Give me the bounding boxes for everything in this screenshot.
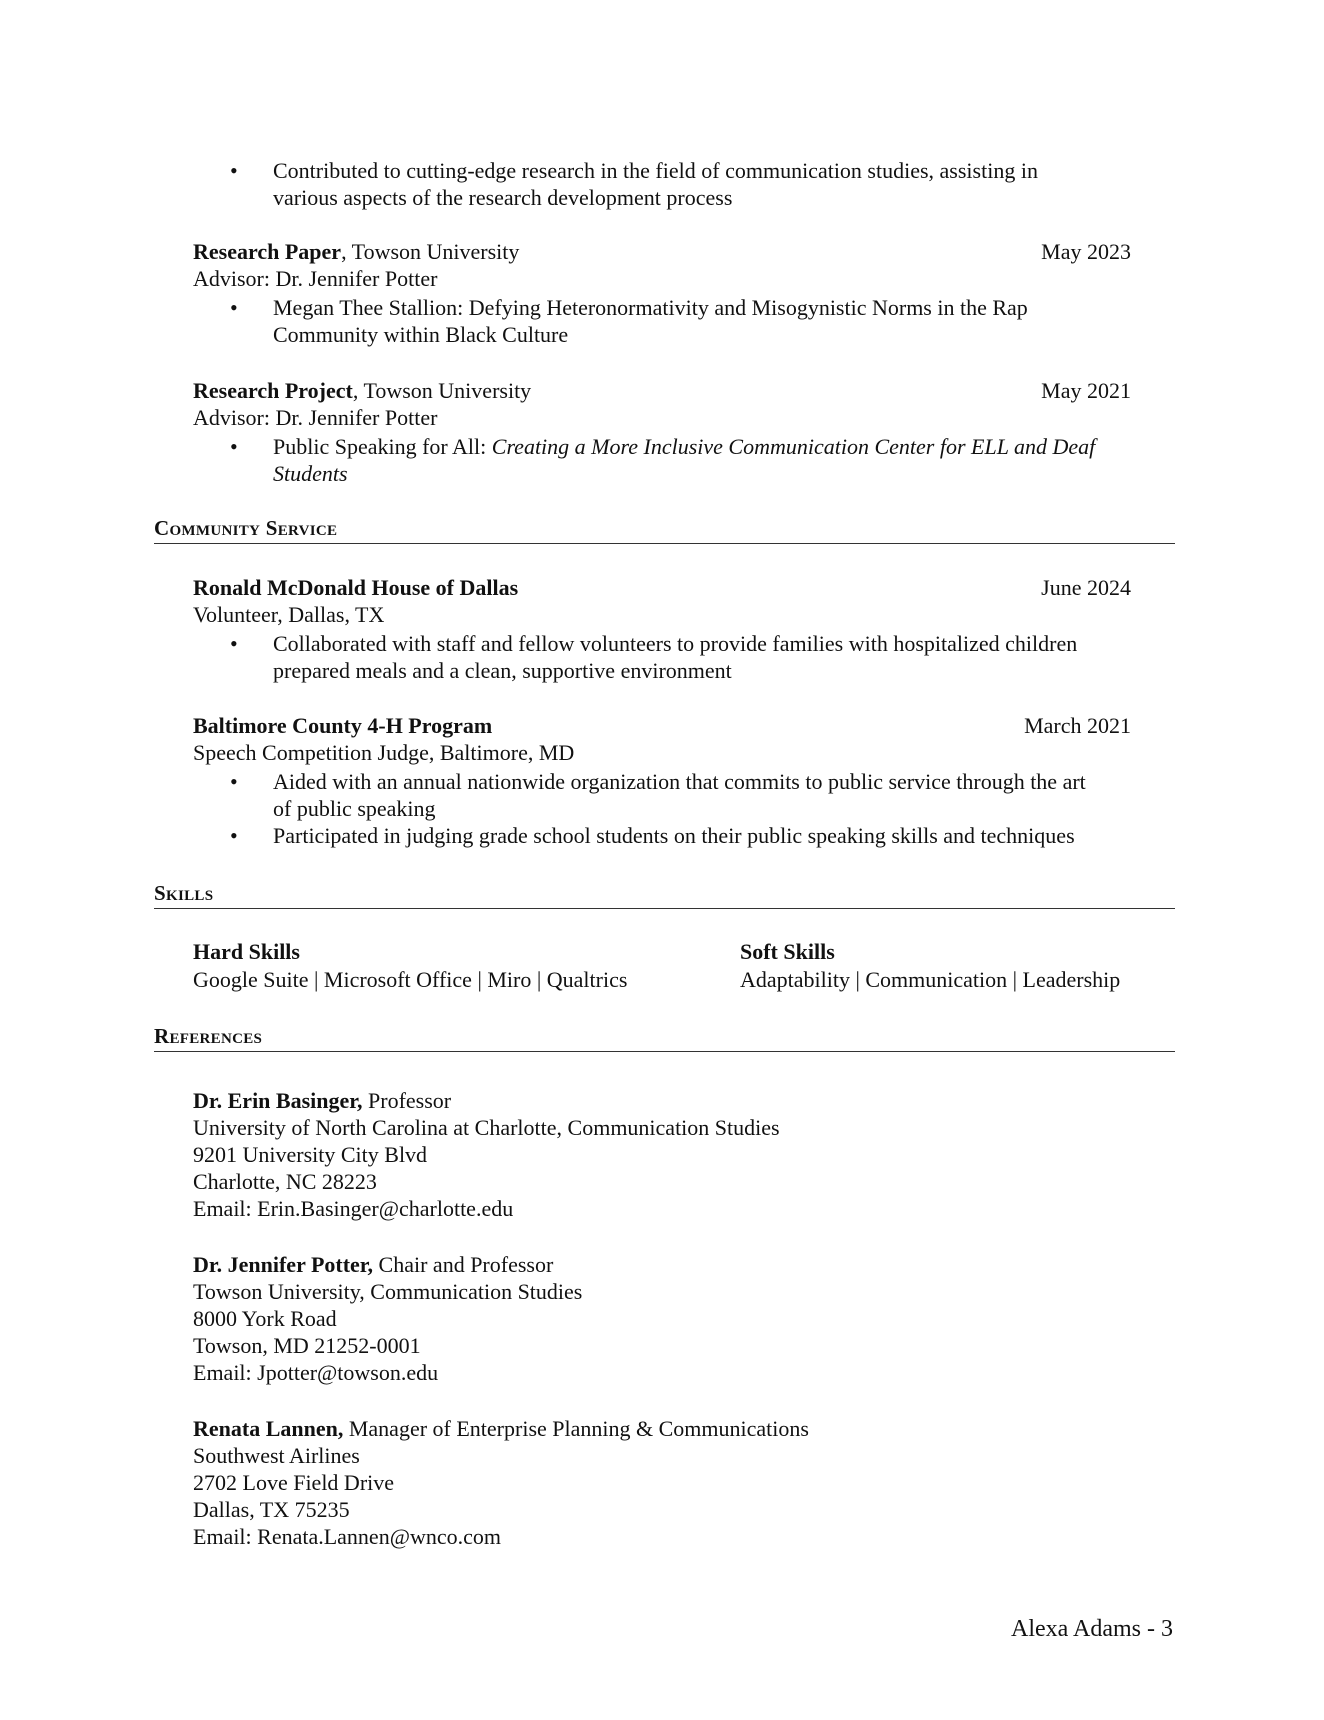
service-role: Volunteer, Dallas, TX xyxy=(193,602,385,627)
reference-email: Email: Erin.Basinger@charlotte.edu xyxy=(193,1196,514,1221)
bullet-text-line: Students xyxy=(273,461,348,486)
research-bullet-list xyxy=(230,294,1185,348)
bullet-text-line: Collaborated with staff and fellow volunteers to provide families with hospitalized children xyxy=(273,631,1078,656)
bullet-text-line: Contributed to cutting-edge research in the field of communication studies, assisting in xyxy=(273,158,1038,183)
research-bullet-list xyxy=(230,433,1185,487)
reference-entry xyxy=(193,1087,780,1222)
bullet-text-line: Megan Thee Stallion: Defying Heteronormativity and Misogynistic Norms in the Rap xyxy=(273,295,1028,320)
reference-email: Email: Jpotter@towson.edu xyxy=(193,1360,439,1385)
reference-line: 8000 York Road xyxy=(193,1306,337,1331)
bullet-text-line: Community within Black Culture xyxy=(273,322,569,347)
hard-skills-title: Hard Skills xyxy=(193,939,300,964)
service-role: Speech Competition Judge, Baltimore, MD xyxy=(193,740,575,765)
research-org: , Towson University xyxy=(341,239,520,264)
reference-name: Renata Lannen, xyxy=(193,1416,344,1441)
bullet-text-line: various aspects of the research development process xyxy=(273,185,733,210)
reference-name: Dr. Erin Basinger, xyxy=(193,1088,363,1113)
reference-line: 9201 University City Blvd xyxy=(193,1142,428,1167)
section-heading-community-service: Community Service xyxy=(154,516,1175,544)
bullet-text-line xyxy=(273,433,1185,460)
bullet-icon: • xyxy=(230,631,238,656)
service-date: June 2024 xyxy=(1041,575,1131,600)
reference-name: Dr. Jennifer Potter, xyxy=(193,1252,374,1277)
service-org: Baltimore County 4-H Program xyxy=(193,713,493,738)
bullet-text-line: Participated in judging grade school students on their public speaking skills and techniques xyxy=(273,823,1075,848)
bullet-text-line: prepared meals and a clean, supportive environment xyxy=(273,658,732,683)
research-advisor: Advisor: Dr. Jennifer Potter xyxy=(193,405,438,430)
research-advisor: Advisor: Dr. Jennifer Potter xyxy=(193,266,438,291)
research-paper-header xyxy=(193,238,519,265)
bullet-italic: Creating a More Inclusive Communication Center for ELL and Deaf xyxy=(491,434,1096,459)
research-org: , Towson University xyxy=(352,378,532,403)
reference-line: Towson University, Communication Studies xyxy=(193,1279,583,1304)
bullet-icon: • xyxy=(230,295,238,320)
bullet-icon: • xyxy=(230,823,238,848)
research-project-header xyxy=(193,377,531,404)
service-date: March 2021 xyxy=(1024,713,1131,738)
research-date: May 2021 xyxy=(1041,378,1131,403)
list-item xyxy=(230,433,1185,487)
list-item xyxy=(230,822,1185,849)
list-item xyxy=(230,630,1185,684)
soft-skills-list: Adaptability | Communication | Leadership xyxy=(740,967,1121,992)
research-date: May 2023 xyxy=(1041,239,1131,264)
reference-entry xyxy=(193,1251,582,1386)
bullet-icon: • xyxy=(230,434,238,459)
soft-skills-title: Soft Skills xyxy=(740,939,835,964)
reference-line: Southwest Airlines xyxy=(193,1443,360,1468)
reference-line: University of North Carolina at Charlotte, Communication Studies xyxy=(193,1115,780,1140)
hard-skills-list: Google Suite | Microsoft Office | Miro | Qualtrics xyxy=(193,967,628,992)
service-bullet-list xyxy=(230,768,1185,849)
list-item xyxy=(230,157,1185,211)
section-heading-skills: Skills xyxy=(154,881,1175,909)
reference-line: 2702 Love Field Drive xyxy=(193,1470,395,1495)
bullet-icon: • xyxy=(230,769,238,794)
reference-line: Charlotte, NC 28223 xyxy=(193,1169,377,1194)
research-title: Research Paper xyxy=(193,239,342,264)
section-heading-references: References xyxy=(154,1024,1175,1052)
reference-title: Chair and Professor xyxy=(373,1252,554,1277)
bullet-text-line: of public speaking xyxy=(273,796,436,821)
reference-line: Towson, MD 21252-0001 xyxy=(193,1333,421,1358)
service-bullet-list xyxy=(230,630,1185,684)
reference-email: Email: Renata.Lannen@wnco.com xyxy=(193,1524,501,1549)
reference-title: Manager of Enterprise Planning & Communications xyxy=(343,1416,809,1441)
research-title: Research Project xyxy=(193,378,353,403)
reference-line: Dallas, TX 75235 xyxy=(193,1497,350,1522)
reference-title: Professor xyxy=(362,1088,452,1113)
bullet-prefix: Public Speaking for All: xyxy=(273,434,492,459)
list-item xyxy=(230,768,1185,822)
bullet-text-line: Aided with an annual nationwide organization that commits to public service through the art xyxy=(273,769,1086,794)
page-footer: Alexa Adams - 3 xyxy=(1011,1616,1173,1642)
list-item xyxy=(230,294,1185,348)
reference-entry xyxy=(193,1415,809,1550)
service-org: Ronald McDonald House of Dallas xyxy=(193,575,519,600)
bullet-icon: • xyxy=(230,158,238,183)
intro-bullet-list xyxy=(230,157,1185,211)
